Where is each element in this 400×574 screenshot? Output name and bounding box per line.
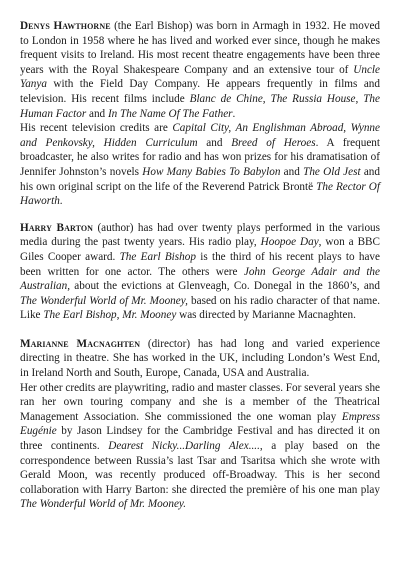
text-run: by Jason Lindsey for the Cambridge Festival and has directed it on three continents. — [20, 425, 380, 453]
text-run: (the Earl Bishop) was born in Armagh in 1932. He moved to London in 1958 where he has lived and worked ever since, though he makes frequent visits to Ireland. His most recent theatre engagements have been three years with the Royal Shakespeare Company and an extensive tour of — [20, 20, 380, 76]
italic-title-run: In The Name Of The Father — [107, 107, 233, 120]
italic-title-run: Capital City, An Englishman Abroad, Wynne and Penkovsky, Hidden Curriculum — [20, 122, 380, 149]
italic-title-run: The Rector Of Haworth — [20, 180, 380, 208]
text-run: based on his radio character of that name. Like — [20, 294, 380, 322]
italic-title-run: Breed of Heroes — [231, 136, 316, 149]
text-run: , a play based on the correspondence between Russia’s last Tsar and Tsaritsa which she wrote with Gerald Moon, was recently produced off-Broadway. This is her second collaboration with Harry Barton: she directed the première of his one man play — [20, 440, 380, 496]
text-run: with the Field Day Company. He appears frequently in films and television. His recent films include — [20, 78, 380, 105]
bio-denys-hawthorne — [20, 19, 380, 209]
italic-title-run: The Wonderful World of Mr. Mooney. — [20, 498, 187, 511]
text-run: is the third of his recent plays to have been written for one actor. The others were — [20, 250, 380, 278]
bio-name: Harry Barton — [20, 221, 94, 234]
text-run: His recent television credits are — [20, 122, 173, 135]
text-run: and — [86, 107, 108, 120]
bio-paragraph — [20, 381, 380, 512]
bio-name: Marianne Macnaghten — [20, 337, 141, 350]
bio-name: Denys Hawthorne — [20, 20, 111, 32]
bio-marianne-macnaghten — [20, 337, 380, 512]
text-run: (director) has had long and varied experience directing in theatre. She has worked in the UK, including London’s West End, in Ireland North and South, Europe, Canada, USA and Australia. — [20, 337, 381, 380]
italic-title-run: The Earl Bishop — [119, 250, 196, 263]
italic-title-run: The Old Jest — [303, 165, 361, 178]
italic-title-run: The Wonderful World of Mr. Mooney, — [20, 294, 188, 307]
text-run: was directed by Marianne Macnaghten. — [176, 309, 356, 322]
text-run: . A frequent broadcaster, he also writes for radio and has won prizes for his dramatisation of Jennifer Johnston’s novels — [20, 136, 380, 178]
text-run: and his own original script on the life of the Reverend Patrick Brontë — [20, 165, 380, 193]
italic-title-run: Uncle Yanya — [20, 63, 380, 91]
bio-paragraph — [20, 19, 380, 121]
bio-paragraph — [20, 221, 380, 323]
italic-title-run: Dearest Nicky...Darling Alex.... — [108, 440, 260, 453]
text-run: about the evictions at Glenveagh, Co. Donegal in the 1860’s, and — [70, 280, 380, 293]
bio-paragraph — [20, 121, 380, 209]
text-run: (author) has had over twenty plays performed in the various media during the past twenty years. His radio play, — [20, 221, 380, 249]
italic-title-run: Hoopoe Day — [260, 236, 319, 249]
italic-title-run: John George Adair and the Australian, — [20, 265, 380, 293]
text-run: and — [197, 136, 232, 149]
italic-title-run: Blanc de Chine, The Russia House, The Human Factor — [20, 92, 380, 120]
text-run: . — [232, 107, 236, 120]
text-run: and — [280, 165, 304, 178]
text-run: . — [59, 195, 63, 208]
italic-title-run: Empress Eugénie — [20, 410, 380, 438]
italic-title-run: The Earl Bishop, Mr. Mooney — [43, 309, 177, 322]
bio-paragraph — [20, 337, 380, 381]
italic-title-run: How Many Babies To Babylon — [142, 165, 281, 178]
bio-harry-barton — [20, 221, 380, 323]
text-run: , won a BBC Giles Cooper award. — [20, 236, 380, 263]
text-run: Her other credits are playwriting, radio and master classes. For several years she ran her own touring company and she is a member of the Theatrical Management Association. She commissioned the one woman play — [20, 381, 380, 423]
